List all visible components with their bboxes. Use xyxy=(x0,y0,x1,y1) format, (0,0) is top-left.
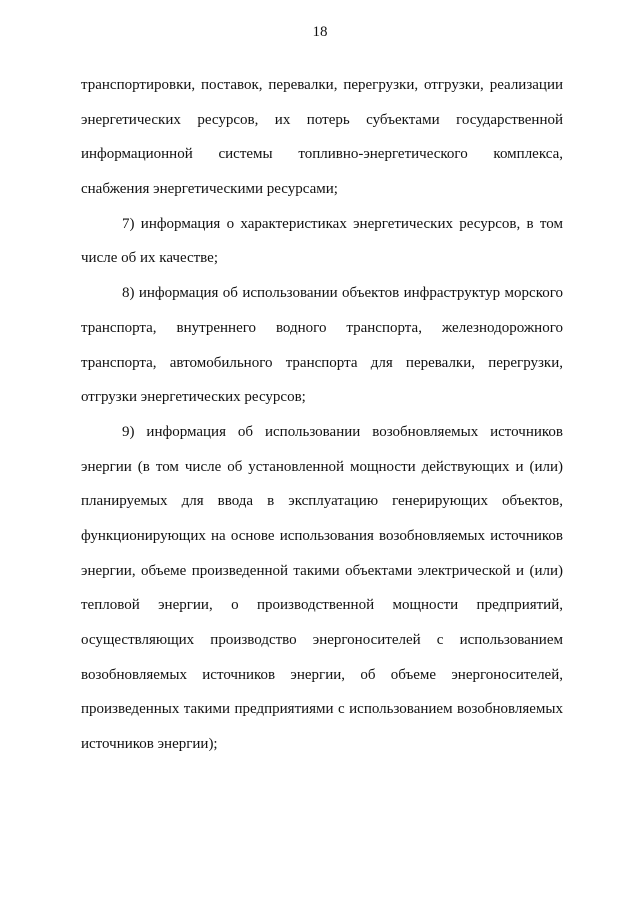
text-line: произведенных такими предприятиями с использованием возобновляемых xyxy=(81,701,563,718)
document-body xyxy=(81,68,563,762)
text-line: 7) информация о характеристиках энергетических ресурсов, в том xyxy=(122,215,563,232)
paragraph-item-9 xyxy=(81,415,563,762)
text-line: информационной системы топливно-энергетического комплекса, xyxy=(81,146,563,163)
text-line: транспорта, автомобильного транспорта для перевалки, перегрузки, xyxy=(81,354,563,371)
text-line: 8) информация об использовании объектов инфраструктур морского xyxy=(122,285,563,302)
text-line: снабжения энергетическими ресурсами; xyxy=(81,181,338,198)
paragraph-item-7 xyxy=(81,207,563,276)
text-line: транспортировки, поставок, перевалки, перегрузки, отгрузки, реализации xyxy=(81,77,563,93)
text-line: осуществляющих производство энергоносителей с использованием xyxy=(81,632,563,648)
text-line: источников энергии); xyxy=(81,736,218,753)
text-line: транспорта, внутреннего водного транспорта, железнодорожного xyxy=(81,319,563,336)
text-line: 9) информация об использовании возобновляемых источников xyxy=(122,423,563,440)
text-line: числе об их качестве; xyxy=(81,250,219,267)
text-line: энергии, объеме произведенной такими объектами электрической и (или) xyxy=(81,562,563,579)
text-line: тепловой энергии, о производственной мощности предприятий, xyxy=(81,597,563,614)
paragraph-continued xyxy=(81,68,563,207)
text-line: возобновляемых источников энергии, об объеме энергоносителей, xyxy=(81,666,563,683)
text-line: планируемых для ввода в эксплуатацию генерирующих объектов, xyxy=(81,493,563,510)
text-line: энергии (в том числе об установленной мощности действующих и (или) xyxy=(81,458,563,475)
text-line: отгрузки энергетических ресурсов; xyxy=(81,389,306,406)
text-line: функционирующих на основе использования возобновляемых источников xyxy=(81,527,563,544)
paragraph-item-8 xyxy=(81,276,563,415)
text-line: энергетических ресурсов, их потерь субъектами государственной xyxy=(81,111,563,128)
page-number: 18 xyxy=(312,24,328,40)
